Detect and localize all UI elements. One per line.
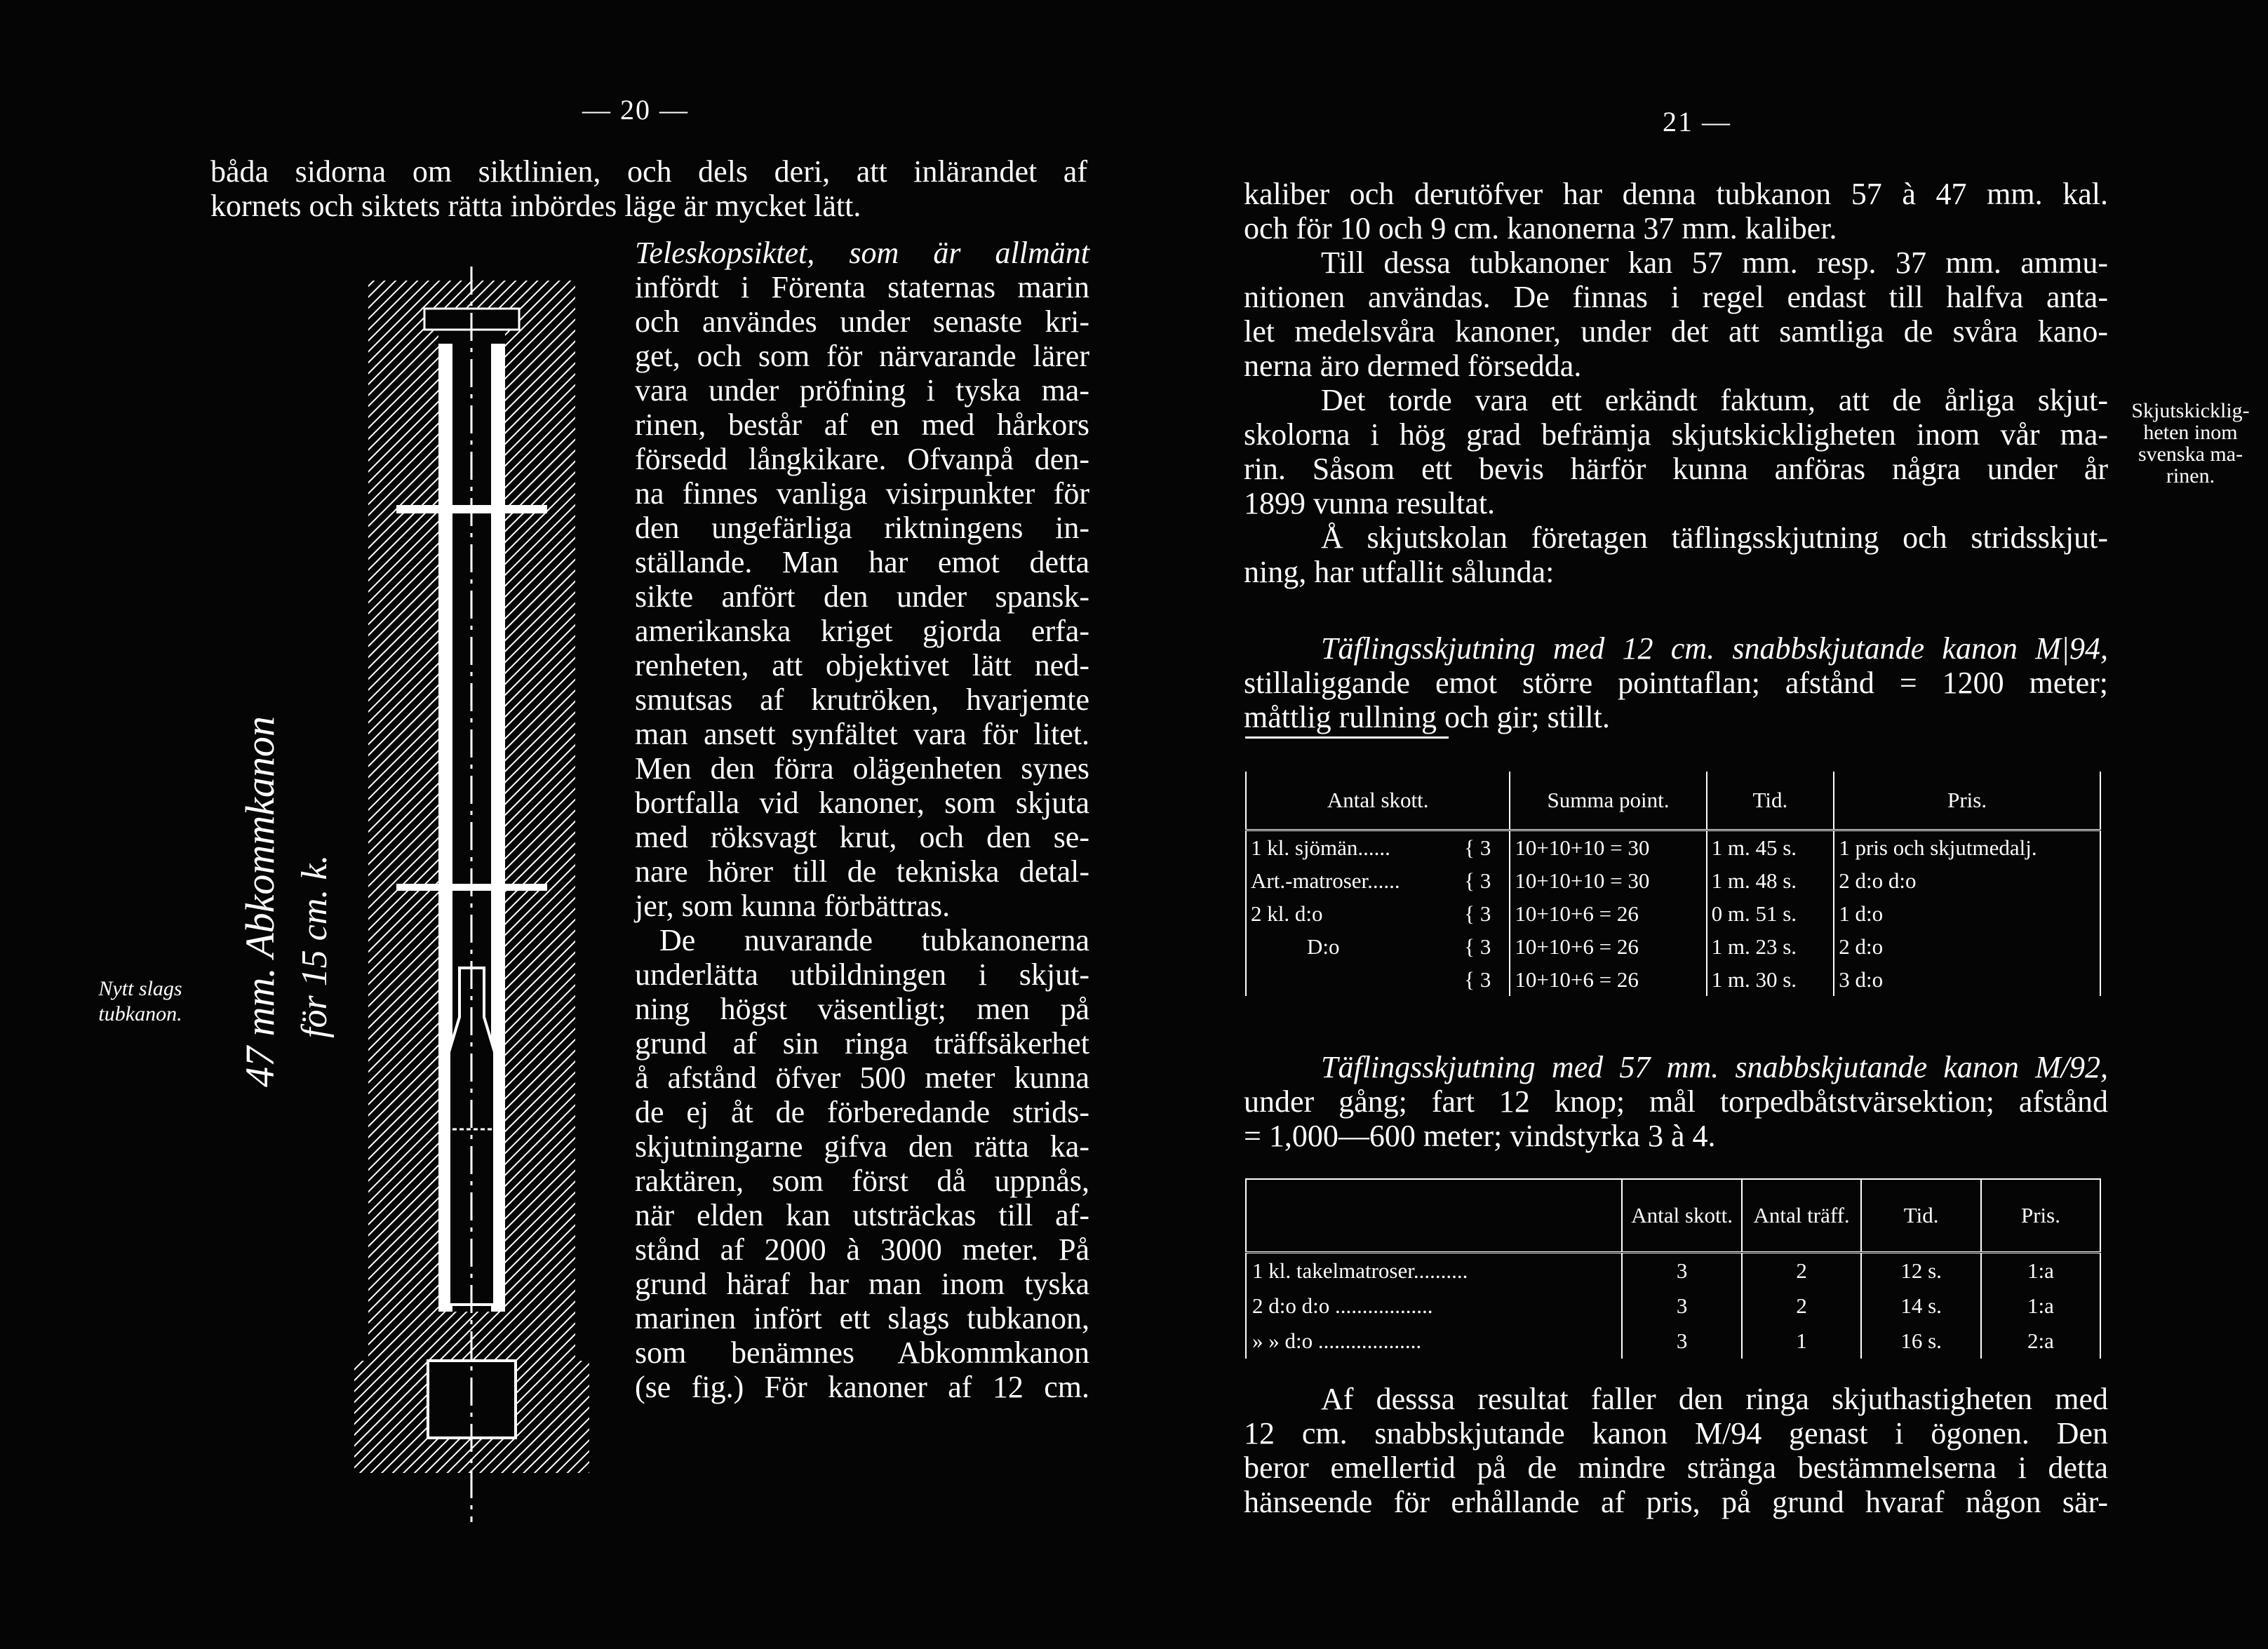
text-line: ställande. Man har emot detta: [635, 545, 1089, 579]
text-line: kaliber och derutöfver har denna tubkanon 57 à 47 mm. kal.: [1244, 177, 2108, 211]
margin-note-line: svenska ma-: [2138, 443, 2243, 466]
table-header-cell: Pris.: [1981, 1179, 2100, 1253]
text-line: (se fig.) För kanoner af 12 cm.: [635, 1370, 1089, 1404]
table2-caption: [1244, 1050, 2108, 1153]
table-cell: 10+10+10 = 30: [1510, 864, 1706, 897]
table-cell: 1: [1742, 1324, 1861, 1359]
left-column-text: [635, 236, 1089, 1404]
text-line: sikte anfört den under spansk-: [635, 579, 1089, 614]
handwritten-annotation: [210, 659, 351, 1094]
table-cell: 1 m. 48 s.: [1707, 864, 1834, 897]
text-line: Å skjutskolan företagen täflingsskjutning och stridsskjut-: [1321, 520, 2108, 555]
margin-note-line: rinen.: [2166, 464, 2215, 487]
table-cell: 3: [1622, 1288, 1741, 1324]
handwriting-line-2: för 15 cm. k.: [295, 854, 335, 1038]
table-header-row: [1246, 1179, 2100, 1253]
text-line: = 1,000—600 meter; vindstyrka 3 à 4.: [1244, 1119, 1716, 1153]
text-line: let medelsvåra kanoner, under det att samtliga de svåra kano-: [1244, 314, 2108, 349]
text-line: vara under pröfning i tyska ma-: [635, 373, 1089, 408]
text-line: och för 10 och 9 cm. kanonerna 37 mm. kaliber.: [1244, 211, 1837, 245]
text-line: na finnes vanliga visirpunkter för: [635, 476, 1089, 511]
page-number-right: 21 —: [1663, 106, 1731, 137]
table-cell: 1 pris och skjutmedalj.: [1834, 830, 2100, 865]
page-number-left: — 20 —: [582, 94, 689, 126]
table-row: [1246, 930, 2100, 963]
table-cell: 1 kl. takelmatroser..........: [1246, 1253, 1622, 1289]
table-header-cell: Antal skott.: [1246, 772, 1510, 830]
table-row: [1246, 897, 2100, 930]
text-line: 12 cm. snabbskjutande kanon M/94 genast i ögonen. Den: [1244, 1416, 2108, 1451]
table-header-cell: [1246, 1179, 1622, 1253]
text-line: smutsas af krutröken, hvarjemte: [635, 682, 1089, 717]
text-line: infördt i Förenta staternas marin: [635, 270, 1089, 304]
text-line: och användes under senaste kri-: [635, 304, 1089, 339]
table-cell: 10+10+10 = 30: [1510, 830, 1706, 865]
left-intro-paragraph: [210, 154, 1087, 223]
text-line: nare hörer till de tekniska detal-: [635, 854, 1089, 889]
text-line: Till dessa tubkanoner kan 57 mm. resp. 37 mm. ammu-: [1321, 245, 2108, 280]
table-cell: 12 s.: [1861, 1253, 1981, 1289]
table-cell: D:o { 3: [1246, 930, 1510, 963]
table-cell: 14 s.: [1861, 1288, 1981, 1324]
table-row: [1246, 830, 2100, 865]
text-line: stånd af 2000 à 3000 meter. På: [635, 1232, 1089, 1267]
table-cell: 3 d:o: [1834, 963, 2100, 996]
table-row: [1246, 963, 2100, 996]
table-cell: 0 m. 51 s.: [1707, 897, 1834, 930]
table1-top-rule: [1245, 736, 1449, 739]
table-header-cell: Pris.: [1834, 772, 2100, 830]
table-cell: 1:a: [1981, 1288, 2100, 1324]
table-cell: 16 s.: [1861, 1324, 1981, 1359]
handwriting-line-1: 47 mm. Abkommkanon: [237, 716, 283, 1087]
table-cell: 2 d:o: [1834, 930, 2100, 963]
margin-note-right: [2119, 400, 2262, 487]
table-cell: 1 m. 23 s.: [1707, 930, 1834, 963]
text-line: ning, har utfallit sålunda:: [1244, 555, 1555, 589]
table-cell: 10+10+6 = 26: [1510, 897, 1706, 930]
text-line: marinen infört ett slags tubkanon,: [635, 1301, 1089, 1335]
text-line: underlätta utbildningen i skjut-: [635, 957, 1089, 992]
text-line: beror emellertid på de mindre stränga bestämmelserna i detta: [1244, 1451, 2108, 1485]
text-line: get, och som för närvarande lärer: [635, 339, 1089, 373]
results-table-12cm: [1245, 772, 2101, 996]
text-line: nerna äro dermed försedda.: [1244, 349, 1582, 383]
text-line: hänseende för erhållande af pris, på grund hvaraf någon sär-: [1244, 1485, 2108, 1519]
text-line: grund häraf har man inom tyska: [635, 1267, 1089, 1301]
text-line: bortfalla vid kanoner, som skjuta: [635, 786, 1089, 820]
text-line: som benämnes Abkommkanon: [635, 1335, 1089, 1370]
closing-paragraph: [1244, 1382, 2108, 1519]
table-cell: » » d:o ...................: [1246, 1324, 1622, 1359]
table-header-cell: Antal träff.: [1742, 1179, 1861, 1253]
table-row: [1246, 1324, 2100, 1359]
text-line: måttlig rullning och gir; stillt.: [1244, 700, 1610, 734]
margin-note-left: Nytt slags tubkanon.: [98, 977, 182, 1025]
text-line: Täflingsskjutning med 57 mm. snabbskjutande kanon M/92,: [1321, 1050, 2108, 1084]
text-line: under gång; fart 12 knop; mål torpedbåtstvärsektion; afstånd: [1244, 1084, 2108, 1119]
table-cell: 2 d:o d:o ..................: [1246, 1288, 1622, 1324]
table-cell: 1 kl. sjömän...... { 3: [1246, 830, 1510, 865]
text-line: De nuvarande tubkanonerna: [659, 923, 1089, 957]
text-line: jer, som kunna förbättras.: [635, 889, 951, 923]
table-cell: Art.-matroser...... { 3: [1246, 864, 1510, 897]
table-header-cell: Tid.: [1861, 1179, 1981, 1253]
table-cell: 1:a: [1981, 1253, 2100, 1289]
table-cell: 10+10+6 = 26: [1510, 963, 1706, 996]
table-cell: 3: [1622, 1253, 1741, 1289]
table-cell: 2:a: [1981, 1324, 2100, 1359]
text-line: grund af sin ringa träffsäkerhet: [635, 1026, 1089, 1061]
table1-caption: [1244, 631, 2108, 734]
table-header-cell: Antal skott.: [1622, 1179, 1741, 1253]
table-cell: 1 m. 45 s.: [1707, 830, 1834, 865]
text-line: kornets och siktets rätta inbördes läge är mycket lätt.: [210, 189, 861, 223]
table-cell: 10+10+6 = 26: [1510, 930, 1706, 963]
margin-note-line: Skjutskicklig-: [2131, 399, 2250, 422]
text-line: när elden kan utsträckas till af-: [635, 1198, 1089, 1232]
table-header-cell: Tid.: [1707, 772, 1834, 830]
table-row: [1246, 1288, 2100, 1324]
table-header-row: [1246, 772, 2100, 830]
text-line: Teleskopsiktet, som är allmänt: [635, 236, 1089, 270]
text-line: man ansett synfältet vara för litet.: [635, 717, 1089, 751]
results-table-57mm: [1245, 1178, 2101, 1359]
text-line: ning högst väsentligt; men på: [635, 992, 1089, 1026]
text-line: stillaliggande emot större pointtaflan; afstånd = 1200 meter;: [1244, 666, 2108, 700]
text-line: rinen, består af en med hårkors: [635, 408, 1089, 442]
margin-note-line: heten inom: [2143, 421, 2238, 444]
text-line: med röksvagt krut, och den se-: [635, 820, 1089, 854]
text-line: Af desssa resultat faller den ringa skjuthastigheten med: [1321, 1382, 2108, 1416]
right-intro-paragraph: [1244, 177, 2108, 589]
table-cell: 2: [1742, 1288, 1861, 1324]
text-line: raktären, som först då uppnås,: [635, 1164, 1089, 1198]
text-line: båda sidorna om siktlinien, och dels deri, att inlärandet af: [210, 154, 1087, 189]
table-cell: 1 d:o: [1834, 897, 2100, 930]
table-cell: 2: [1742, 1253, 1861, 1289]
table-cell: 3: [1622, 1324, 1741, 1359]
text-line: de ej åt de förberedande strids-: [635, 1095, 1089, 1129]
text-line: å afstånd öfver 500 meter kunna: [635, 1061, 1089, 1095]
table-cell: 1 m. 30 s.: [1707, 963, 1834, 996]
table-row: [1246, 1253, 2100, 1289]
text-line: rin. Såsom ett bevis härför kunna anföras några under år: [1244, 452, 2108, 486]
table-cell: 2 kl. d:o { 3: [1246, 897, 1510, 930]
text-line: Täflingsskjutning med 12 cm. snabbskjutande kanon M|94,: [1321, 631, 2108, 666]
text-line: amerikanska kriget gjorda erfa-: [635, 614, 1089, 648]
table-header-cell: Summa point.: [1510, 772, 1706, 830]
text-line: försedd långkikare. Ofvanpå den-: [635, 442, 1089, 476]
text-line: skolorna i hög grad befrämja skjutskickligheten inom vår ma-: [1244, 417, 2108, 452]
text-line: Men den förra olägenheten synes: [635, 751, 1089, 786]
text-line: nitionen användas. De finnas i regel endast till halfva anta-: [1244, 280, 2108, 314]
table-cell: 2 d:o d:o: [1834, 864, 2100, 897]
table-row: [1246, 864, 2100, 897]
text-line: Det torde vara ett erkändt faktum, att de årliga skjut-: [1321, 383, 2108, 417]
text-line: renheten, att objektivet lätt ned-: [635, 648, 1089, 682]
text-line: skjutningarne gifva den rätta ka-: [635, 1129, 1089, 1164]
text-line: den ungefärliga riktningens in-: [635, 511, 1089, 545]
text-line: 1899 vunna resultat.: [1244, 486, 1496, 520]
tubkanon-cross-section-drawing: [354, 267, 589, 1522]
table-cell: { 3: [1246, 963, 1510, 996]
